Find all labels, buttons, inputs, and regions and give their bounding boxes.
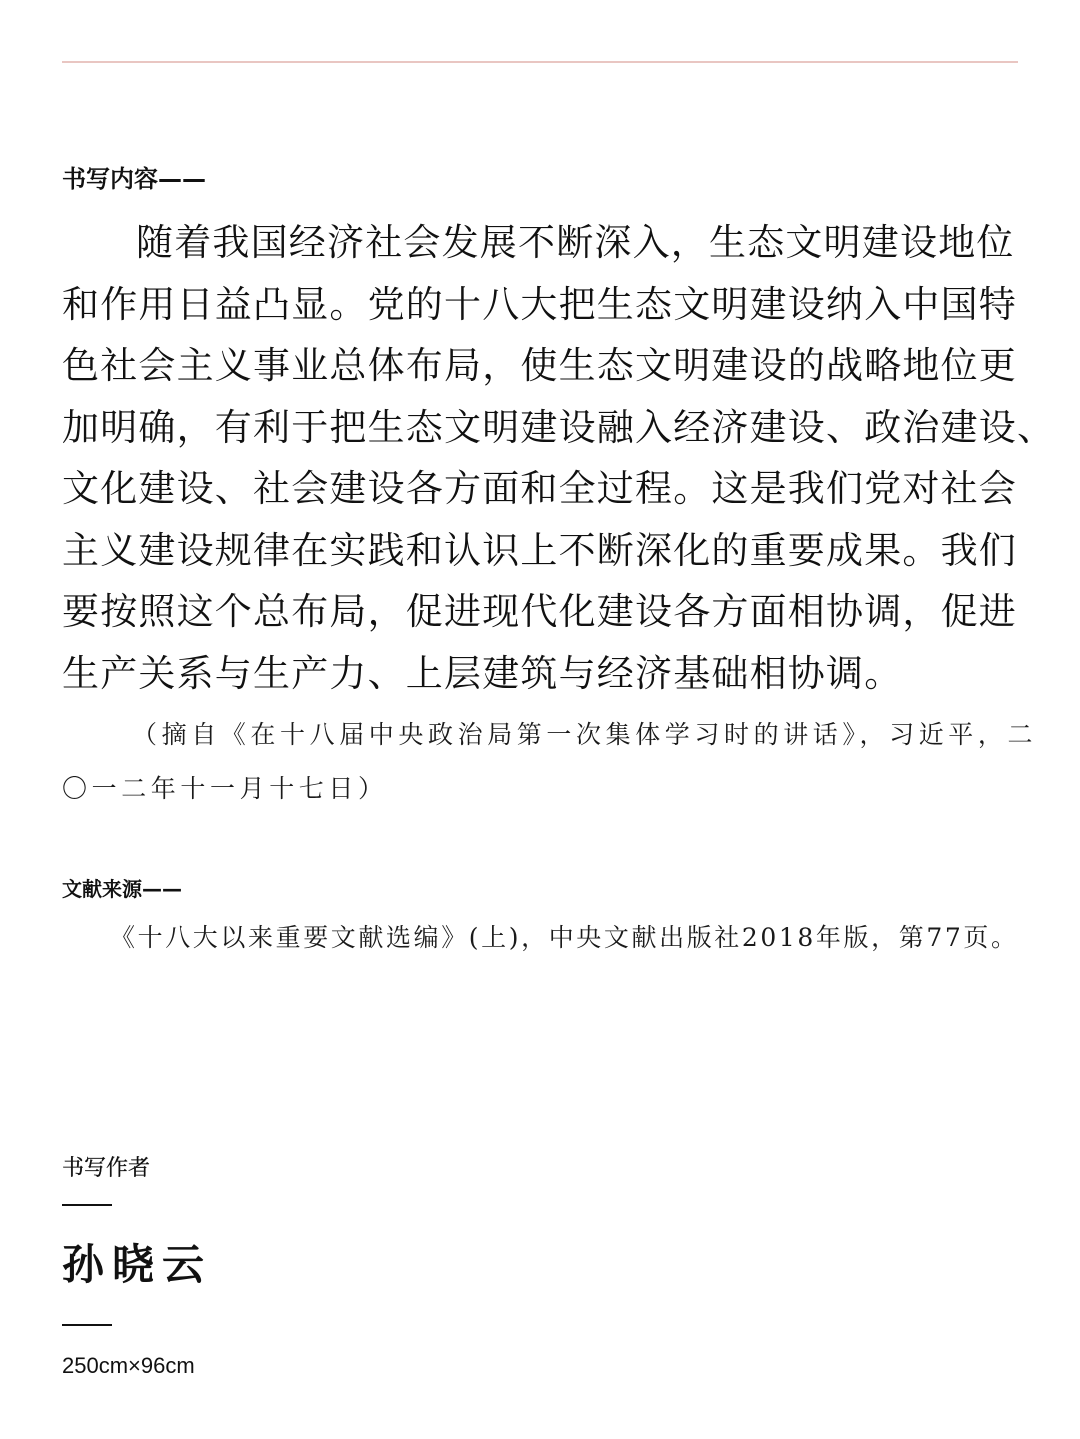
artwork-dimensions: 250cm×96cm	[62, 1353, 195, 1378]
citation-line: （摘自《在十八届中央政治局第一次集体学习时的讲话》，习近平，二	[132, 720, 1038, 749]
paragraph-line: 和作用日益凸显。党的十八大把生态文明建设纳入中国特	[62, 282, 1017, 326]
author-section-label: 书写作者	[62, 1156, 151, 1181]
paragraph-line: 主义建设规律在实践和认识上不断深化的重要成果。我们	[62, 528, 1017, 572]
author-divider-bottom	[62, 1324, 112, 1326]
paragraph-line: 文化建设、社会建设各方面和全过程。这是我们党对社会	[62, 467, 1017, 510]
paragraph-line: 随着我国经济社会发展不断深入，生态文明建设地位	[136, 221, 1015, 264]
paragraph-line: 生产关系与生产力、上层建筑与经济基础相协调。	[62, 651, 903, 695]
quote-citation	[62, 708, 1038, 816]
source-reference: 《十八大以来重要文献选编》(上)，中央文献出版社2018年版，第77页。	[110, 923, 1019, 952]
top-divider	[62, 61, 1018, 63]
paragraph-line: 色社会主义事业总体布局，使生态文明建设的战略地位更	[62, 344, 1017, 387]
content-section-label: 书写内容——	[62, 165, 206, 193]
quote-paragraph	[62, 212, 1056, 704]
paragraph-line: 要按照这个总布局，促进现代化建设各方面相协调，促进	[62, 590, 1017, 633]
author-divider-top	[62, 1204, 112, 1206]
source-section-label: 文献来源——	[62, 877, 182, 901]
author-name: 孙晓云	[62, 1240, 213, 1289]
paragraph-line: 加明确，有利于把生态文明建设融入经济建设、政治建设、	[62, 405, 1056, 449]
citation-line: 〇一二年十一月十七日）	[62, 774, 388, 803]
